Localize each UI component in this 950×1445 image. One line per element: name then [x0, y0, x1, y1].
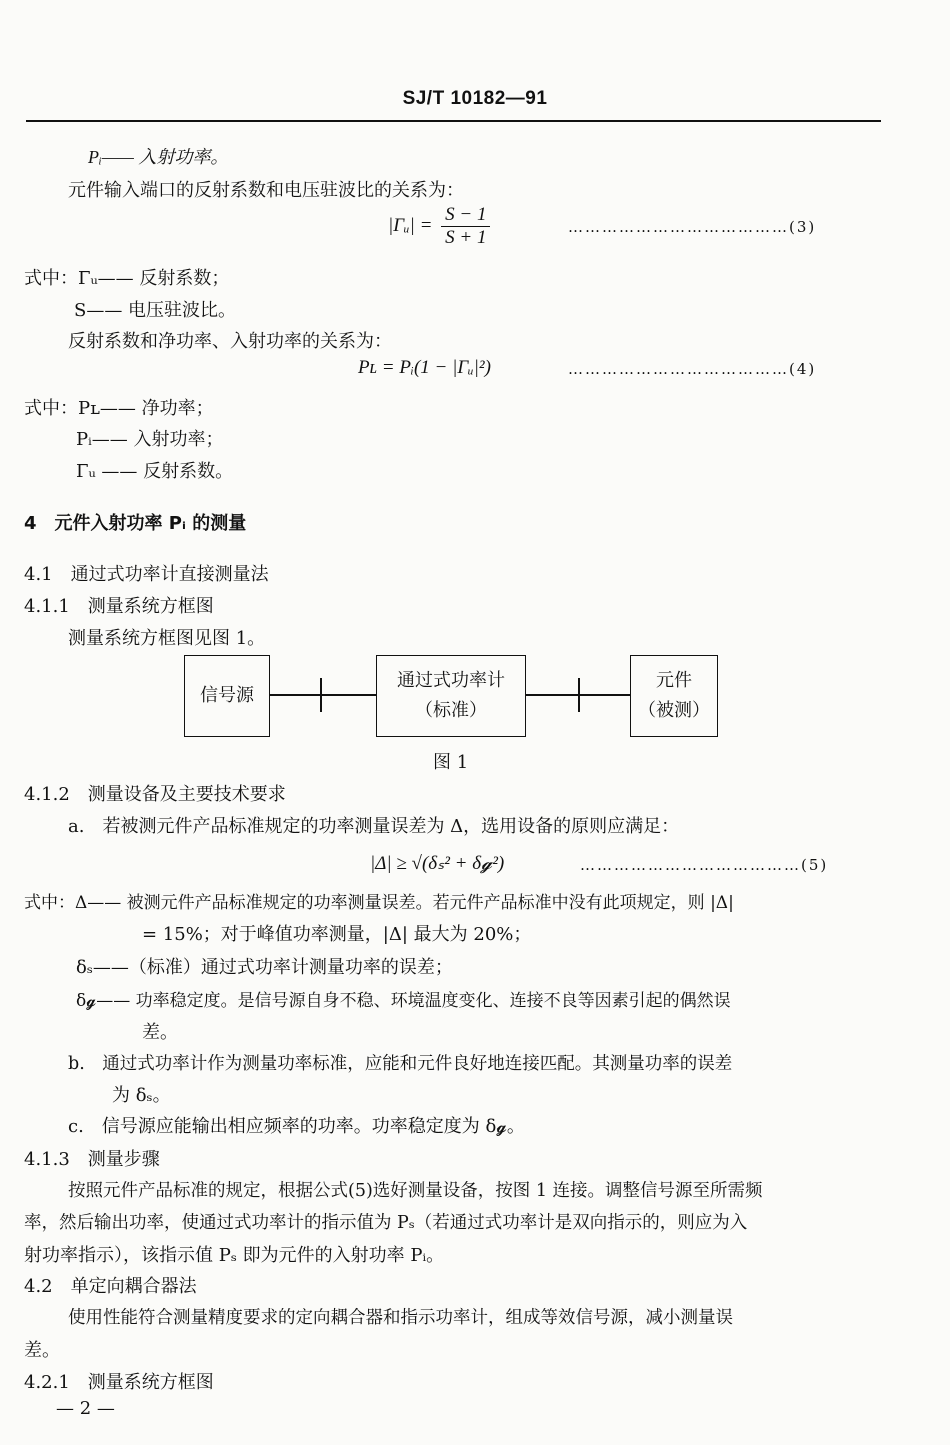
section-heading: 4.1 通过式功率计直接测量法: [24, 564, 269, 585]
eq4-number: …………………………………(4): [568, 360, 817, 378]
list-item-c: c. 信号源应能输出相应频率的功率。功率稳定度为 δ𝓰。: [68, 1116, 525, 1137]
eq3-fraction: [441, 204, 490, 249]
eq3-denominator: S + 1: [445, 227, 487, 248]
text-line: 式中：Δ—— 被测元件产品标准规定的功率测量误差。若元件产品标准中没有此项规定，则 |Δ|: [24, 893, 734, 913]
component-box: [630, 655, 718, 737]
text-line: S—— 电压驻波比。: [74, 300, 237, 321]
power-meter-sublabel: （标准）: [415, 700, 487, 721]
text-line: 测量系统方框图见图 1。: [68, 628, 266, 649]
eq5-number: …………………………………(5): [580, 856, 829, 874]
text-line: Γᵤ —— 反射系数。: [76, 461, 234, 482]
component-label: 元件: [656, 670, 692, 691]
power-meter-label: 通过式功率计: [397, 670, 505, 691]
text-line: 反射系数和净功率、入射功率的关系为：: [68, 331, 392, 352]
signal-source-label: 信号源: [200, 685, 254, 706]
text-line: 式中：Pʟ—— 净功率；: [24, 398, 214, 419]
text-line: δₛ——（标准）通过式功率计测量功率的误差；: [76, 957, 453, 978]
signal-source-box: [184, 655, 270, 737]
page-number: — 2 —: [56, 1398, 115, 1419]
list-item-b: b. 通过式功率计作为测量功率标准，应能和元件良好地连接匹配。其测量功率的误差: [68, 1054, 733, 1074]
equation-5: |Δ| ≥ √(δₛ² + δ𝓰²): [370, 853, 505, 874]
document-code-header: SJ/T 10182—91: [402, 88, 548, 109]
connector-tick: [578, 678, 580, 712]
paragraph-line: 使用性能符合测量精度要求的定向耦合器和指示功率计，组成等效信号源，减小测量误: [68, 1308, 733, 1328]
text-line: Pᵢ—— 入射功率；: [76, 429, 224, 450]
text-line: = 15%；对于峰值功率测量，|Δ| 最大为 20%；: [142, 924, 532, 945]
eq3-number: …………………………………(3): [568, 218, 817, 236]
eq3-numerator: S − 1: [441, 204, 490, 227]
equation-3: [388, 204, 490, 249]
section-heading: 4.1.2 测量设备及主要技术要求: [24, 784, 286, 805]
paragraph-line: 差。: [24, 1340, 60, 1361]
section-heading: 4.1.3 测量步骤: [24, 1149, 160, 1170]
text-line: 元件输入端口的反射系数和电压驻波比的关系为：: [68, 180, 464, 201]
connector-tick: [320, 678, 322, 712]
eq3-lhs: |Γᵤ| =: [388, 214, 433, 236]
text-line: 差。: [142, 1022, 178, 1043]
text-line: Pᵢ—— 入射功率。: [88, 147, 229, 167]
paragraph-line: 射功率指示），该指示值 Pₛ 即为元件的入射功率 Pᵢ。: [24, 1245, 445, 1266]
text-line: δ𝓰—— 功率稳定度。是信号源自身不稳、环境温度变化、连接不良等因素引起的偶然误: [76, 991, 731, 1011]
figure-caption: 图 1: [433, 752, 469, 773]
section-heading: 4.2 单定向耦合器法: [24, 1276, 197, 1297]
list-item-b-cont: 为 δₛ。: [112, 1085, 171, 1106]
paragraph-line: 率，然后输出功率，使通过式功率计的指示值为 Pₛ（若通过式功率计是双向指示的，则应为入: [24, 1213, 748, 1233]
power-meter-box: [376, 655, 526, 737]
equation-4: Pʟ = Pᵢ(1 − |Γᵤ|²): [358, 357, 491, 378]
text-line: 式中：Γᵤ—— 反射系数；: [24, 268, 230, 289]
list-item-a: a. 若被测元件产品标准规定的功率测量误差为 Δ，选用设备的原则应满足：: [68, 816, 680, 837]
header-rule: [26, 120, 881, 122]
connection-line: [270, 694, 376, 696]
component-sublabel: （被测）: [638, 700, 710, 721]
paragraph-line: 按照元件产品标准的规定，根据公式(5)选好测量设备，按图 1 连接。调整信号源至所需频: [68, 1181, 763, 1201]
section-heading: 4.2.1 测量系统方框图: [24, 1372, 214, 1393]
section-heading: 4.1.1 测量系统方框图: [24, 596, 214, 617]
section-heading: 4 元件入射功率 Pᵢ 的测量: [24, 513, 247, 534]
